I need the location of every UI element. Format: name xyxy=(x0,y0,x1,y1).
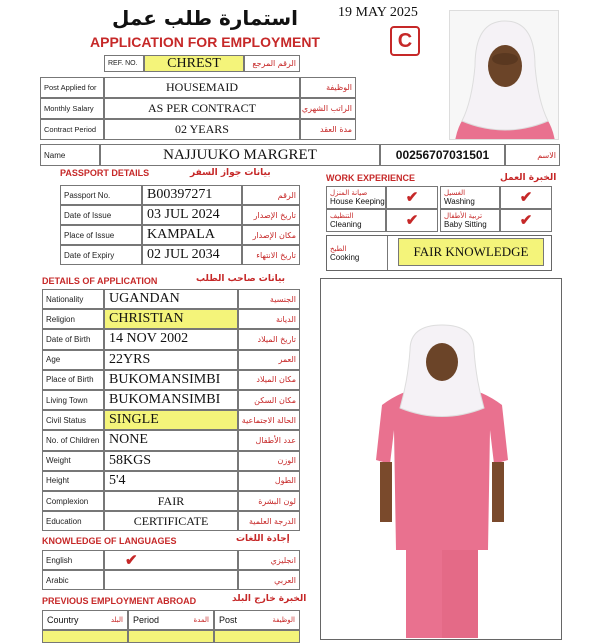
previous-column-label: Country xyxy=(47,615,79,625)
work-item-label-ar: صيانة المنزل xyxy=(330,189,368,197)
application-row-label-ar: الديانة xyxy=(238,309,300,329)
application-row-label-ar: العمر xyxy=(238,350,300,370)
work-section-title: WORK EXPERIENCE xyxy=(326,173,416,183)
work-item-label-en: Washing xyxy=(444,197,475,206)
grade-badge: C xyxy=(390,26,420,56)
application-date: 19 MAY 2025 xyxy=(338,5,418,20)
work-item-check: ✔ xyxy=(386,186,438,209)
post-row-label: Post Applied for xyxy=(40,77,104,98)
application-row-value: SINGLE xyxy=(104,410,238,430)
post-row-value: HOUSEMAID xyxy=(104,77,300,98)
name-value: NAJJUUKO MARGRET xyxy=(100,144,380,166)
application-row-label: Date of Birth xyxy=(42,329,104,349)
application-row-value: 5'4 xyxy=(104,471,238,491)
previous-section-title-ar: الخبرة خارج البلد xyxy=(232,594,307,604)
name-label: Name xyxy=(40,144,100,166)
work-item-check: ✔ xyxy=(500,186,552,209)
full-body-photo xyxy=(322,280,560,638)
post-row-value: 02 YEARS xyxy=(104,119,300,140)
language-row-label-ar: العربي xyxy=(238,570,300,590)
cooking-frame xyxy=(326,235,552,271)
passport-row-label: Date of Expiry xyxy=(60,245,142,265)
application-row-label-ar: عدد الأطفال xyxy=(238,430,300,450)
application-row-label: No. of Children xyxy=(42,430,104,450)
previous-column-value xyxy=(42,630,128,643)
application-row-label: Living Town xyxy=(42,390,104,410)
previous-column-label-ar: الوظيفة xyxy=(272,616,295,624)
work-item-label-en: Baby Sitting xyxy=(444,220,487,229)
previous-column-header xyxy=(214,610,300,630)
phone-value: 00256707031501 xyxy=(380,144,505,166)
passport-row-label-ar: تاريخ الانتهاء xyxy=(242,245,300,265)
language-row-label: English xyxy=(42,550,104,570)
post-row-label-ar: الوظيفة xyxy=(300,77,356,98)
work-item-check: ✔ xyxy=(500,209,552,232)
language-row-check: ✔ xyxy=(104,550,238,570)
cooking-value: FAIR KNOWLEDGE xyxy=(398,238,544,266)
work-item-check: ✔ xyxy=(386,209,438,232)
application-row-label-ar: الدرجة العلمية xyxy=(238,511,300,531)
person-portrait-icon xyxy=(450,11,559,140)
passport-row-value: 03 JUL 2024 xyxy=(142,205,242,225)
application-row-value: CHRISTIAN xyxy=(104,309,238,329)
application-row-label: Place of Birth xyxy=(42,370,104,390)
passport-row-label-ar: الرقم xyxy=(242,185,300,205)
work-item-label xyxy=(326,186,386,209)
person-full-body-icon xyxy=(322,280,560,638)
previous-column-label: Post xyxy=(219,615,238,625)
previous-column-label-ar: البلد xyxy=(110,616,123,624)
languages-section-title: KNOWLEDGE OF LANGUAGES xyxy=(42,536,177,546)
application-row-label: Religion xyxy=(42,309,104,329)
passport-row-label: Passport No. xyxy=(60,185,142,205)
languages-section-title-ar: إجادة اللغات xyxy=(236,534,290,544)
application-row-label-ar: الحالة الاجتماعية xyxy=(238,410,300,430)
application-row-value: CERTIFICATE xyxy=(104,511,238,531)
post-row-label: Contract Period xyxy=(40,119,104,140)
previous-column-value xyxy=(214,630,300,643)
work-item-label xyxy=(326,209,386,232)
work-item-label-en: Cleaning xyxy=(330,220,362,229)
work-item-label xyxy=(440,186,500,209)
ref-label-ar: الرقم المرجع xyxy=(244,55,300,72)
application-row-label-ar: لون البشرة xyxy=(238,491,300,511)
application-row-label-ar: تاريخ الميلاد xyxy=(238,329,300,349)
application-section-title-ar: بيانات صاحب الطلب xyxy=(196,274,286,284)
post-row-label-ar: مدة العقد xyxy=(300,119,356,140)
work-item-label xyxy=(440,209,500,232)
application-row-label: Nationality xyxy=(42,289,104,309)
passport-row-value: B00397271 xyxy=(142,185,242,205)
previous-column-header xyxy=(42,610,128,630)
language-row-label-ar: انجليزي xyxy=(238,550,300,570)
application-row-label-ar: مكان السكن xyxy=(238,390,300,410)
previous-column-header xyxy=(128,610,214,630)
application-row-label-ar: الجنسية xyxy=(238,289,300,309)
passport-section-title: PASSPORT DETAILS xyxy=(60,168,150,178)
application-row-label: Education xyxy=(42,511,104,531)
passport-section-title-ar: بيانات جواز السفر xyxy=(190,168,271,178)
application-row-value: UGANDAN xyxy=(104,289,238,309)
passport-row-label-ar: مكان الإصدار xyxy=(242,225,300,245)
application-section-title: DETAILS OF APPLICATION xyxy=(42,276,158,286)
name-label-ar: الاسم xyxy=(505,144,560,166)
language-row-check xyxy=(104,570,238,590)
ref-label: REF. NO. xyxy=(104,55,144,72)
post-row-value: AS PER CONTRACT xyxy=(104,98,300,119)
application-row-value: 22YRS xyxy=(104,350,238,370)
application-row-value: 58KGS xyxy=(104,451,238,471)
language-row-label: Arabic xyxy=(42,570,104,590)
application-row-value: NONE xyxy=(104,430,238,450)
work-item-label-ar: التنظيف xyxy=(330,212,354,220)
post-row-label: Monthly Salary xyxy=(40,98,104,119)
passport-row-label-ar: تاريخ الإصدار xyxy=(242,205,300,225)
title-arabic: استمارة طلب عمل xyxy=(112,6,298,30)
passport-row-label: Place of Issue xyxy=(60,225,142,245)
application-row-label-ar: الوزن xyxy=(238,451,300,471)
application-row-label-ar: الطول xyxy=(238,471,300,491)
passport-photo xyxy=(449,10,559,140)
cooking-label-ar: الطبخ xyxy=(330,244,347,253)
application-row-label: Complexion xyxy=(42,491,104,511)
previous-column-value xyxy=(128,630,214,643)
application-row-value: 14 NOV 2002 xyxy=(104,329,238,349)
application-row-label: Weight xyxy=(42,451,104,471)
ref-value: CHREST xyxy=(144,55,244,72)
previous-section-title: PREVIOUS EMPLOYMENT ABROAD xyxy=(42,596,197,606)
application-row-value: BUKOMANSIMBI xyxy=(104,370,238,390)
post-row-label-ar: الراتب الشهري xyxy=(300,98,356,119)
work-item-label-ar: تربية الأطفال xyxy=(444,212,483,220)
title-english: APPLICATION FOR EMPLOYMENT xyxy=(90,34,320,50)
work-item-label-en: House Keeping xyxy=(330,197,385,206)
work-item-label-ar: الغسيل xyxy=(444,189,466,197)
passport-row-label: Date of Issue xyxy=(60,205,142,225)
application-row-label: Height xyxy=(42,471,104,491)
cooking-label-en: Cooking xyxy=(330,252,360,262)
application-row-value: BUKOMANSIMBI xyxy=(104,390,238,410)
application-row-value: FAIR xyxy=(104,491,238,511)
previous-column-label: Period xyxy=(133,615,160,625)
previous-column-label-ar: المدة xyxy=(193,616,209,624)
work-section-title-ar: الخبرة العمل xyxy=(500,173,557,183)
application-row-label-ar: مكان الميلاد xyxy=(238,370,300,390)
application-row-label: Civil Status xyxy=(42,410,104,430)
passport-row-value: 02 JUL 2034 xyxy=(142,245,242,265)
application-row-label: Age xyxy=(42,350,104,370)
passport-row-value: KAMPALA xyxy=(142,225,242,245)
